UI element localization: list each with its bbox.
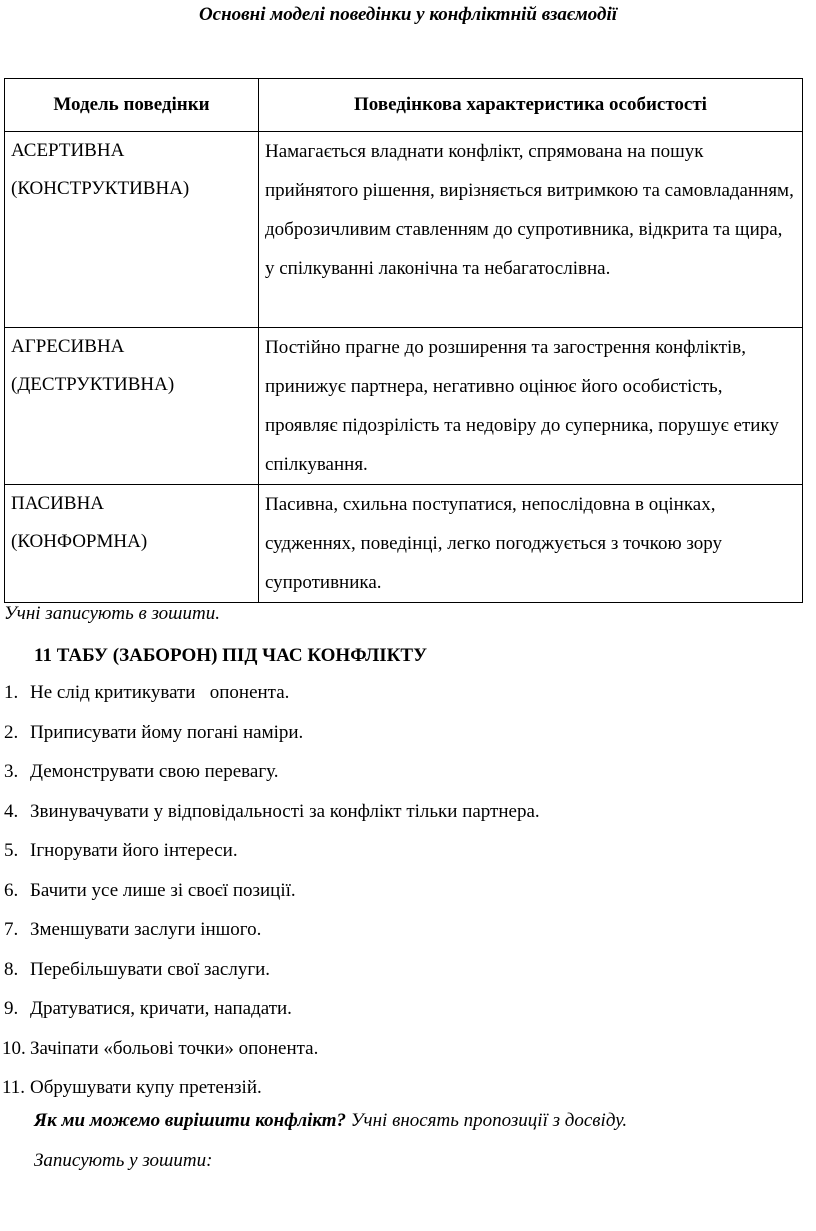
question-rest: Учні вносять пропозиції з досвіду. [346, 1110, 628, 1131]
model-name: АГРЕСИВНА [11, 336, 125, 357]
list-item [0, 677, 540, 717]
item-number: 10. [2, 1037, 26, 1059]
list-item [0, 1033, 540, 1073]
item-number: 4. [4, 800, 19, 822]
list-item [0, 875, 540, 915]
table-row [5, 132, 803, 328]
item-text: Не слід критикувати опонента. [30, 682, 290, 703]
list-item [0, 914, 540, 954]
column-header-characteristic: Поведінкова характеристика особистості [259, 79, 803, 132]
item-text: Дратуватися, кричати, нападати. [30, 998, 292, 1019]
question-bold: Як ми можемо вирішити конфлікт? [34, 1110, 347, 1131]
behavior-models-table [4, 78, 803, 603]
write-down-note: Записують у зошити: [34, 1150, 213, 1171]
list-item [0, 993, 540, 1033]
description-cell: Постійно прагне до розширення та загострення конфліктів, принижує партнера, негативно оцінює його особистість, проявляє підозрілість та недовіру до суперника, порушує етику спілкування. [259, 328, 803, 485]
model-cell [5, 132, 259, 328]
page-title: Основні моделі поведінки у конфліктній взаємодії [198, 4, 618, 25]
item-text: Бачити усе лише зі своєї позиції. [30, 879, 296, 901]
item-text: Зменшувати заслуги іншого. [30, 919, 262, 940]
item-number: 9. [4, 998, 19, 1019]
item-text: Зачіпати «больові точки» опонента. [30, 1037, 319, 1059]
model-cell [5, 328, 259, 485]
item-text: Обрушувати купу претензій. [30, 1077, 262, 1098]
model-type: (КОНФОРМНА) [11, 531, 148, 552]
resolution-question [34, 1110, 627, 1132]
model-name: АСЕРТИВНА [11, 140, 125, 161]
item-number: 5. [4, 840, 19, 861]
table-row [5, 485, 803, 603]
taboo-list [0, 677, 540, 1112]
item-number: 7. [4, 919, 19, 940]
item-text: Перебільшувати свої заслуги. [30, 958, 271, 980]
description-cell: Пасивна, схильна поступатися, непослідовна в оцінках, судженнях, поведінці, легко погоджується з точкою зору супротивника. [259, 485, 803, 603]
list-item [0, 954, 540, 994]
description-cell: Намагається владнати конфлікт, спрямована на пошук прийнятого рішення, вирізняється витримкою та самовладанням, доброзичливим ставленням до супротивника, відкрита та щира, у спілкуванні лаконічна та небагатослівна. [259, 132, 803, 328]
item-number: 3. [4, 761, 19, 782]
list-item [0, 756, 540, 796]
list-item [0, 835, 540, 875]
item-text: Звинувачувати у відповідальності за конфлікт тільки партнера. [30, 800, 540, 822]
list-item [0, 1072, 540, 1112]
model-name: ПАСИВНА [11, 493, 105, 514]
column-header-model: Модель поведінки [5, 79, 259, 132]
model-type: (КОНСТРУКТИВНА) [11, 178, 190, 199]
item-number: 6. [4, 879, 19, 901]
model-cell [5, 485, 259, 603]
list-item [0, 717, 540, 757]
table-header-row [5, 79, 803, 132]
item-number: 1. [4, 682, 19, 703]
list-item [0, 796, 540, 836]
item-text: Ігнорувати його інтереси. [30, 840, 238, 861]
item-number: 8. [4, 958, 19, 980]
item-number: 11. [2, 1077, 26, 1098]
table-row [5, 328, 803, 485]
students-note: Учні записують в зошити. [4, 603, 220, 624]
item-text: Демонструвати свою перевагу. [30, 761, 279, 782]
item-number: 2. [4, 721, 19, 743]
model-type: (ДЕСТРУКТИВНА) [11, 374, 175, 395]
item-text: Приписувати йому погані наміри. [30, 721, 304, 743]
taboo-heading: 11 ТАБУ (ЗАБОРОН) ПІД ЧАС КОНФЛІКТУ [34, 645, 428, 666]
